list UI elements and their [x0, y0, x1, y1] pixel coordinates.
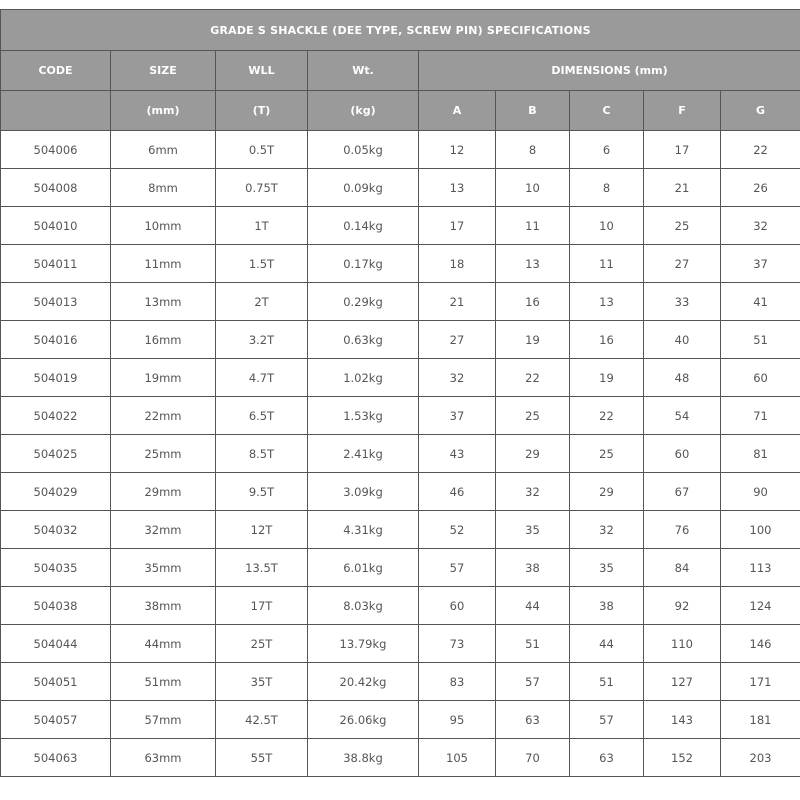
cell-f: 21 — [644, 169, 721, 207]
cell-a: 17 — [419, 207, 496, 245]
cell-size: 8mm — [111, 169, 216, 207]
cell-code: 504013 — [1, 283, 111, 321]
cell-wt: 20.42kg — [308, 663, 419, 701]
table-row — [1, 473, 800, 511]
header-dim-c: C — [570, 91, 644, 131]
cell-wt: 2.41kg — [308, 435, 419, 473]
cell-f: 27 — [644, 245, 721, 283]
cell-size: 35mm — [111, 549, 216, 587]
cell-c: 6 — [570, 131, 644, 169]
cell-g: 100 — [721, 511, 800, 549]
cell-f: 17 — [644, 131, 721, 169]
cell-code: 504057 — [1, 701, 111, 739]
cell-f: 143 — [644, 701, 721, 739]
cell-size: 10mm — [111, 207, 216, 245]
cell-c: 25 — [570, 435, 644, 473]
cell-b: 70 — [496, 739, 570, 777]
table-row — [1, 131, 800, 169]
table-row — [1, 511, 800, 549]
table-row — [1, 283, 800, 321]
table-title: GRADE S SHACKLE (DEE TYPE, SCREW PIN) SPECIFICATIONS — [1, 10, 800, 51]
cell-a: 105 — [419, 739, 496, 777]
cell-size: 22mm — [111, 397, 216, 435]
cell-wll: 9.5T — [216, 473, 308, 511]
cell-code: 504029 — [1, 473, 111, 511]
cell-g: 113 — [721, 549, 800, 587]
cell-size: 38mm — [111, 587, 216, 625]
cell-f: 40 — [644, 321, 721, 359]
cell-a: 83 — [419, 663, 496, 701]
cell-wll: 3.2T — [216, 321, 308, 359]
cell-code: 504008 — [1, 169, 111, 207]
cell-c: 51 — [570, 663, 644, 701]
table-row — [1, 397, 800, 435]
cell-c: 57 — [570, 701, 644, 739]
cell-b: 25 — [496, 397, 570, 435]
cell-a: 73 — [419, 625, 496, 663]
cell-c: 44 — [570, 625, 644, 663]
cell-wll: 4.7T — [216, 359, 308, 397]
cell-wt: 6.01kg — [308, 549, 419, 587]
header-dimensions: DIMENSIONS (mm) — [419, 51, 800, 91]
cell-a: 52 — [419, 511, 496, 549]
cell-wll: 42.5T — [216, 701, 308, 739]
table-body — [1, 131, 800, 777]
specifications-table — [0, 9, 800, 777]
table-row — [1, 169, 800, 207]
cell-code: 504044 — [1, 625, 111, 663]
table-row — [1, 739, 800, 777]
cell-c: 38 — [570, 587, 644, 625]
cell-b: 10 — [496, 169, 570, 207]
cell-c: 10 — [570, 207, 644, 245]
table-row — [1, 625, 800, 663]
header-weight: Wt. — [308, 51, 419, 91]
table-row — [1, 435, 800, 473]
cell-wt: 4.31kg — [308, 511, 419, 549]
table-row — [1, 701, 800, 739]
cell-b: 63 — [496, 701, 570, 739]
cell-c: 8 — [570, 169, 644, 207]
cell-f: 127 — [644, 663, 721, 701]
cell-g: 41 — [721, 283, 800, 321]
table-row — [1, 549, 800, 587]
cell-wll: 0.5T — [216, 131, 308, 169]
cell-a: 37 — [419, 397, 496, 435]
cell-c: 35 — [570, 549, 644, 587]
cell-b: 13 — [496, 245, 570, 283]
cell-g: 171 — [721, 663, 800, 701]
cell-wt: 38.8kg — [308, 739, 419, 777]
cell-wt: 3.09kg — [308, 473, 419, 511]
cell-size: 16mm — [111, 321, 216, 359]
cell-g: 90 — [721, 473, 800, 511]
cell-wt: 26.06kg — [308, 701, 419, 739]
cell-g: 203 — [721, 739, 800, 777]
header-dim-f: F — [644, 91, 721, 131]
cell-c: 13 — [570, 283, 644, 321]
cell-a: 60 — [419, 587, 496, 625]
cell-size: 51mm — [111, 663, 216, 701]
cell-f: 76 — [644, 511, 721, 549]
table-row — [1, 359, 800, 397]
cell-b: 19 — [496, 321, 570, 359]
cell-wt: 1.53kg — [308, 397, 419, 435]
cell-c: 11 — [570, 245, 644, 283]
cell-b: 35 — [496, 511, 570, 549]
table-row — [1, 207, 800, 245]
cell-b: 57 — [496, 663, 570, 701]
cell-size: 63mm — [111, 739, 216, 777]
cell-size: 29mm — [111, 473, 216, 511]
header-size-unit: (mm) — [111, 91, 216, 131]
cell-code: 504011 — [1, 245, 111, 283]
table-title-row — [1, 10, 800, 51]
cell-g: 60 — [721, 359, 800, 397]
cell-wll: 6.5T — [216, 397, 308, 435]
cell-a: 13 — [419, 169, 496, 207]
cell-a: 32 — [419, 359, 496, 397]
cell-g: 71 — [721, 397, 800, 435]
cell-size: 6mm — [111, 131, 216, 169]
cell-b: 29 — [496, 435, 570, 473]
cell-b: 16 — [496, 283, 570, 321]
cell-b: 38 — [496, 549, 570, 587]
cell-wll: 35T — [216, 663, 308, 701]
cell-c: 63 — [570, 739, 644, 777]
cell-f: 84 — [644, 549, 721, 587]
cell-size: 57mm — [111, 701, 216, 739]
cell-f: 60 — [644, 435, 721, 473]
header-dim-a: A — [419, 91, 496, 131]
cell-size: 25mm — [111, 435, 216, 473]
cell-b: 32 — [496, 473, 570, 511]
cell-wt: 1.02kg — [308, 359, 419, 397]
cell-size: 44mm — [111, 625, 216, 663]
cell-size: 19mm — [111, 359, 216, 397]
cell-a: 57 — [419, 549, 496, 587]
cell-f: 48 — [644, 359, 721, 397]
cell-code: 504035 — [1, 549, 111, 587]
cell-f: 92 — [644, 587, 721, 625]
cell-code: 504051 — [1, 663, 111, 701]
cell-b: 51 — [496, 625, 570, 663]
table-row — [1, 587, 800, 625]
cell-wt: 13.79kg — [308, 625, 419, 663]
header-wll: WLL — [216, 51, 308, 91]
cell-wll: 25T — [216, 625, 308, 663]
cell-a: 43 — [419, 435, 496, 473]
cell-wll: 17T — [216, 587, 308, 625]
header-code-unit — [1, 91, 111, 131]
cell-code: 504006 — [1, 131, 111, 169]
cell-b: 22 — [496, 359, 570, 397]
cell-c: 29 — [570, 473, 644, 511]
cell-g: 22 — [721, 131, 800, 169]
cell-g: 146 — [721, 625, 800, 663]
cell-wt: 0.14kg — [308, 207, 419, 245]
cell-g: 26 — [721, 169, 800, 207]
cell-g: 37 — [721, 245, 800, 283]
cell-wll: 1T — [216, 207, 308, 245]
cell-g: 81 — [721, 435, 800, 473]
cell-g: 51 — [721, 321, 800, 359]
cell-f: 67 — [644, 473, 721, 511]
cell-f: 54 — [644, 397, 721, 435]
cell-code: 504063 — [1, 739, 111, 777]
header-dim-g: G — [721, 91, 800, 131]
cell-size: 13mm — [111, 283, 216, 321]
header-weight-unit: (kg) — [308, 91, 419, 131]
cell-c: 19 — [570, 359, 644, 397]
cell-c: 22 — [570, 397, 644, 435]
cell-a: 27 — [419, 321, 496, 359]
cell-wt: 8.03kg — [308, 587, 419, 625]
cell-size: 32mm — [111, 511, 216, 549]
cell-c: 32 — [570, 511, 644, 549]
cell-g: 32 — [721, 207, 800, 245]
cell-wll: 0.75T — [216, 169, 308, 207]
cell-c: 16 — [570, 321, 644, 359]
cell-f: 25 — [644, 207, 721, 245]
cell-wt: 0.63kg — [308, 321, 419, 359]
cell-wll: 1.5T — [216, 245, 308, 283]
cell-f: 152 — [644, 739, 721, 777]
cell-g: 124 — [721, 587, 800, 625]
cell-b: 44 — [496, 587, 570, 625]
cell-code: 504016 — [1, 321, 111, 359]
header-row-units — [1, 91, 800, 131]
table-row — [1, 321, 800, 359]
cell-wt: 0.29kg — [308, 283, 419, 321]
cell-a: 12 — [419, 131, 496, 169]
cell-code: 504032 — [1, 511, 111, 549]
header-size: SIZE — [111, 51, 216, 91]
cell-f: 33 — [644, 283, 721, 321]
cell-wt: 0.05kg — [308, 131, 419, 169]
table-row — [1, 245, 800, 283]
cell-a: 18 — [419, 245, 496, 283]
cell-code: 504025 — [1, 435, 111, 473]
cell-wll: 8.5T — [216, 435, 308, 473]
cell-wll: 55T — [216, 739, 308, 777]
header-dim-b: B — [496, 91, 570, 131]
cell-code: 504010 — [1, 207, 111, 245]
cell-size: 11mm — [111, 245, 216, 283]
cell-wll: 13.5T — [216, 549, 308, 587]
header-wll-unit: (T) — [216, 91, 308, 131]
cell-code: 504022 — [1, 397, 111, 435]
cell-wt: 0.17kg — [308, 245, 419, 283]
cell-a: 46 — [419, 473, 496, 511]
cell-code: 504019 — [1, 359, 111, 397]
cell-a: 21 — [419, 283, 496, 321]
table-row — [1, 663, 800, 701]
cell-wll: 12T — [216, 511, 308, 549]
cell-code: 504038 — [1, 587, 111, 625]
cell-a: 95 — [419, 701, 496, 739]
cell-wll: 2T — [216, 283, 308, 321]
header-code: CODE — [1, 51, 111, 91]
cell-b: 11 — [496, 207, 570, 245]
cell-wt: 0.09kg — [308, 169, 419, 207]
cell-g: 181 — [721, 701, 800, 739]
header-row-labels — [1, 51, 800, 91]
cell-b: 8 — [496, 131, 570, 169]
cell-f: 110 — [644, 625, 721, 663]
